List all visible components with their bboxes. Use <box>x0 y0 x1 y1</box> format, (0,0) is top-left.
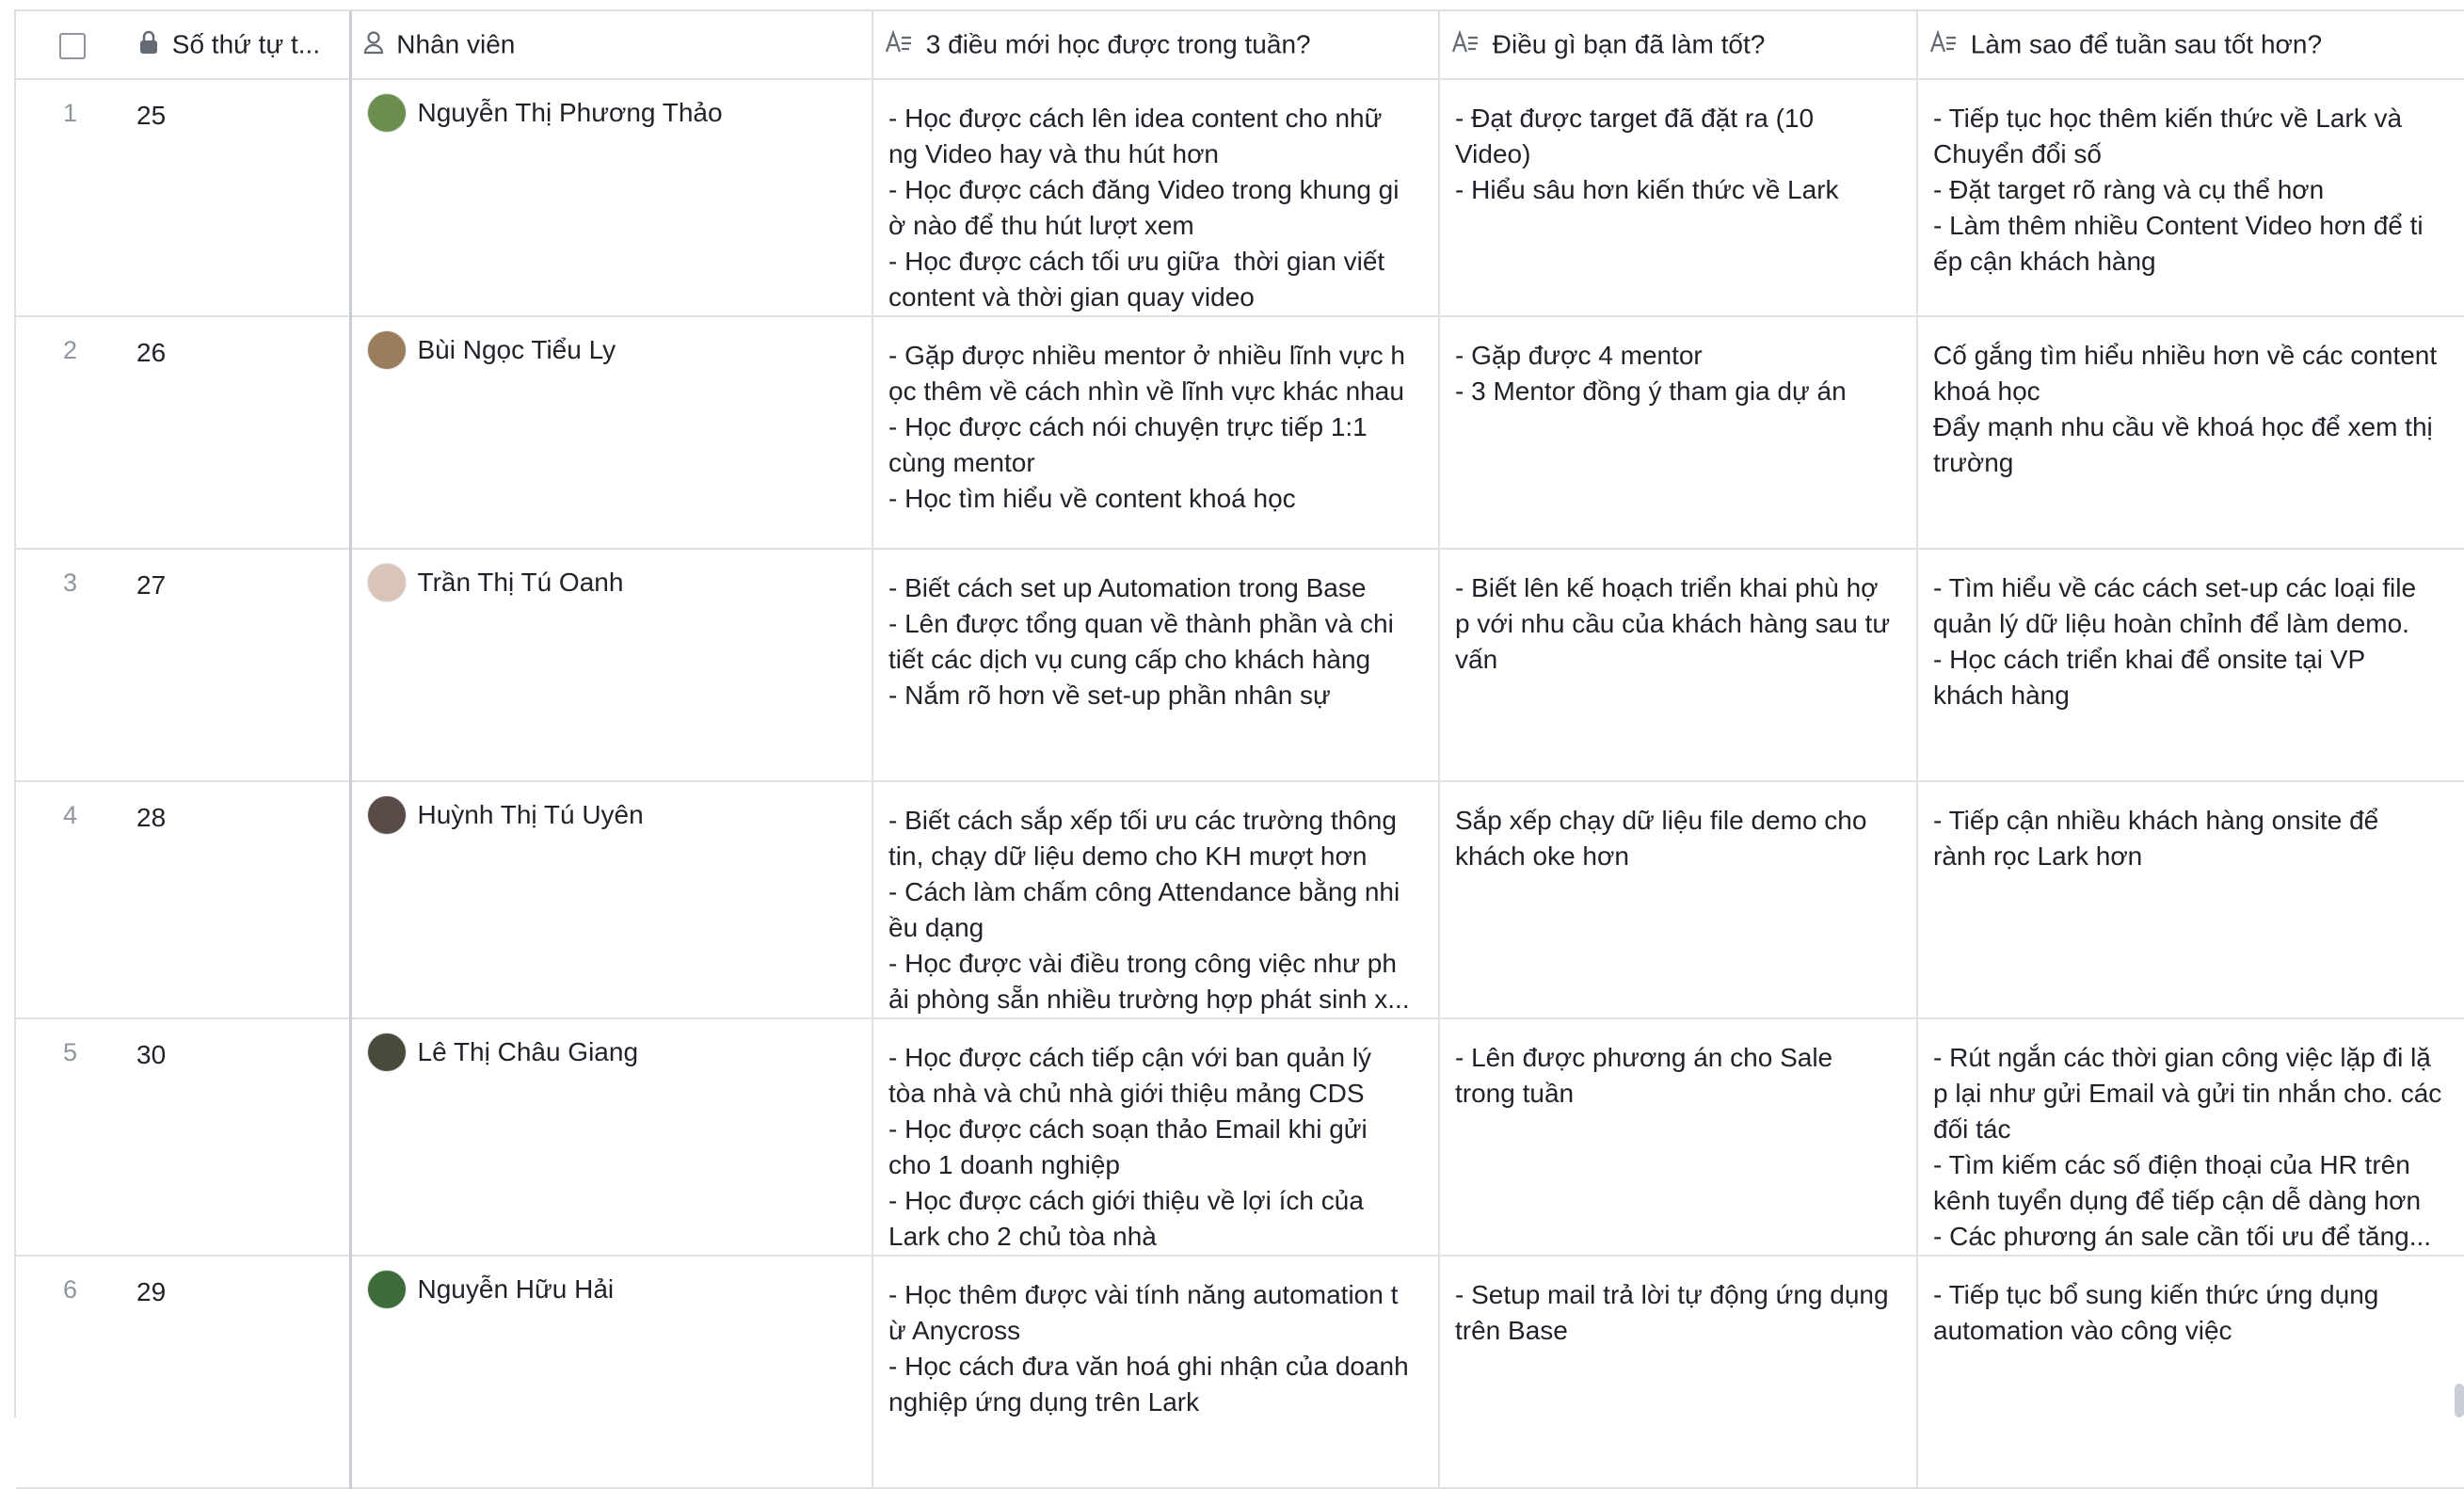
column-header-q2[interactable] <box>1439 11 1917 79</box>
q1-cell[interactable]: - Gặp được nhiều mentor ở nhiều lĩnh vực h ọc thêm về cách nhìn về lĩnh vực khác nhau - Học được cách nói chuyện trực tiếp 1:1 cùng mentor - Học tìm hiểu về content khoá học <box>872 316 1439 549</box>
employee-name: Huỳnh Thị Tú Uyên <box>417 800 644 829</box>
stt-cell[interactable]: 29 <box>129 1256 350 1488</box>
header-row <box>16 11 2464 79</box>
select-all-checkbox[interactable] <box>59 33 86 59</box>
avatar <box>367 93 407 133</box>
q3-cell[interactable]: - Tìm hiểu về các cách set-up các loại file quản lý dữ liệu hoàn chỉnh để làm demo. - Học cách triển khai để onsite tại VP khách hàng <box>1917 549 2464 781</box>
row-index: 5 <box>16 1018 129 1256</box>
column-header-q1-label: 3 điều mới học được trong tuần? <box>925 30 1311 60</box>
text-field-icon <box>1451 30 1480 61</box>
table-row[interactable] <box>16 1256 2464 1488</box>
table-row[interactable] <box>16 549 2464 781</box>
q2-cell[interactable]: - Biết lên kế hoạch triển khai phù hợ p với nhu cầu của khách hàng sau tư vấn <box>1439 549 1917 781</box>
column-header-employee-label: Nhân viên <box>396 30 516 60</box>
q2-cell[interactable]: Sắp xếp chạy dữ liệu file demo cho khách oke hơn <box>1439 781 1917 1018</box>
q3-cell[interactable]: Cố gắng tìm hiểu nhiều hơn về các content khoá học Đẩy mạnh nhu cầu về khoá học để xem thị trường <box>1917 316 2464 549</box>
row-index: 2 <box>16 316 129 549</box>
avatar <box>367 330 407 370</box>
avatar <box>367 1270 407 1309</box>
column-header-q2-label: Điều gì bạn đã làm tốt? <box>1492 30 1766 60</box>
lock-icon <box>138 30 159 61</box>
q2-cell[interactable]: - Gặp được 4 mentor - 3 Mentor đồng ý tham gia dự án <box>1439 316 1917 549</box>
table-row[interactable] <box>16 781 2464 1018</box>
records-table <box>16 11 2464 1489</box>
employee-name: Trần Thị Tú Oanh <box>417 568 624 597</box>
row-index: 4 <box>16 781 129 1018</box>
stt-cell[interactable]: 30 <box>129 1018 350 1256</box>
employee-cell[interactable] <box>350 79 872 316</box>
employee-name: Nguyễn Hữu Hải <box>417 1274 615 1304</box>
table-row[interactable] <box>16 1018 2464 1256</box>
q3-cell[interactable]: - Tiếp tục học thêm kiến thức về Lark và Chuyển đổi số - Đặt target rõ ràng và cụ thể hơn - Làm thêm nhiều Content Video hơn để ti ếp cận khách hàng <box>1917 79 2464 316</box>
employee-cell[interactable] <box>350 1256 872 1488</box>
text-field-icon <box>885 30 913 61</box>
row-index: 3 <box>16 549 129 781</box>
q3-cell[interactable]: - Tiếp cận nhiều khách hàng onsite để rành rọc Lark hơn <box>1917 781 2464 1018</box>
employee-cell[interactable] <box>350 549 872 781</box>
table-row[interactable] <box>16 79 2464 316</box>
avatar <box>367 563 407 602</box>
data-grid <box>14 9 2464 1417</box>
q3-cell[interactable]: - Rút ngắn các thời gian công việc lặp đi lặ p lại như gửi Email và gửi tin nhắn cho. các đối tác - Tìm kiếm các số điện thoại của HR trên kênh tuyển dụng để tiếp cận dễ dàng hơn - Các phương án sale cần tối ưu để tăng... <box>1917 1018 2464 1256</box>
column-header-employee[interactable] <box>350 11 872 79</box>
q2-cell[interactable]: - Lên được phương án cho Sale trong tuần <box>1439 1018 1917 1256</box>
q2-cell[interactable]: - Đạt được target đã đặt ra (10 Video) - Hiểu sâu hơn kiến thức về Lark <box>1439 79 1917 316</box>
employee-cell[interactable] <box>350 316 872 549</box>
stt-cell[interactable]: 25 <box>129 79 350 316</box>
avatar <box>367 1033 407 1072</box>
employee-name: Lê Thị Châu Giang <box>417 1037 639 1066</box>
employee-name: Nguyễn Thị Phương Thảo <box>417 98 723 127</box>
stt-cell[interactable]: 27 <box>129 549 350 781</box>
row-index: 6 <box>16 1256 129 1488</box>
q1-cell[interactable]: - Học được cách tiếp cận với ban quản lý tòa nhà và chủ nhà giới thiệu mảng CDS - Học được cách soạn thảo Email khi gửi cho 1 doanh nghiệp - Học được cách giới thiệu về lợi ích của Lark cho 2 chủ tòa nhà <box>872 1018 1439 1256</box>
column-header-stt-label: Số thứ tự t... <box>171 30 321 60</box>
stt-cell[interactable]: 28 <box>129 781 350 1018</box>
column-header-q3[interactable] <box>1917 11 2464 79</box>
employee-cell[interactable] <box>350 781 872 1018</box>
q3-cell[interactable]: - Tiếp tục bổ sung kiến thức ứng dụng automation vào công việc <box>1917 1256 2464 1488</box>
column-header-stt[interactable] <box>129 11 350 79</box>
select-all-header <box>16 11 129 79</box>
text-field-icon <box>1929 30 1958 61</box>
person-icon <box>363 30 384 61</box>
q1-cell[interactable]: - Học được cách lên idea content cho nhữ ng Video hay và thu hút hơn - Học được cách đăng Video trong khung gi ờ nào để thu hút lượt xem - Học được cách tối ưu giữa thời gian viết content và thời gian quay video <box>872 79 1439 316</box>
row-index: 1 <box>16 79 129 316</box>
vertical-scrollbar[interactable] <box>2455 1384 2464 1417</box>
stt-cell[interactable]: 26 <box>129 316 350 549</box>
q1-cell[interactable]: - Học thêm được vài tính năng automation t ừ Anycross - Học cách đưa văn hoá ghi nhận của doanh nghiệp ứng dụng trên Lark <box>872 1256 1439 1488</box>
employee-name: Bùi Ngọc Tiểu Ly <box>417 335 616 364</box>
table-row[interactable] <box>16 316 2464 549</box>
q2-cell[interactable]: - Setup mail trả lời tự động ứng dụng trên Base <box>1439 1256 1917 1488</box>
column-header-q1[interactable] <box>872 11 1439 79</box>
q1-cell[interactable]: - Biết cách set up Automation trong Base - Lên được tổng quan về thành phần và chi tiết các dịch vụ cung cấp cho khách hàng - Nắm rõ hơn về set-up phần nhân sự <box>872 549 1439 781</box>
q1-cell[interactable]: - Biết cách sắp xếp tối ưu các trường thông tin, chạy dữ liệu demo cho KH mượt hơn - Cách làm chấm công Attendance bằng nhi ều dạng - Học được vài điều trong công việc như ph ải phòng sẵn nhiều trường hợp phát sinh x... <box>872 781 1439 1018</box>
avatar <box>367 795 407 835</box>
employee-cell[interactable] <box>350 1018 872 1256</box>
column-header-q3-label: Làm sao để tuần sau tốt hơn? <box>1970 30 2323 60</box>
